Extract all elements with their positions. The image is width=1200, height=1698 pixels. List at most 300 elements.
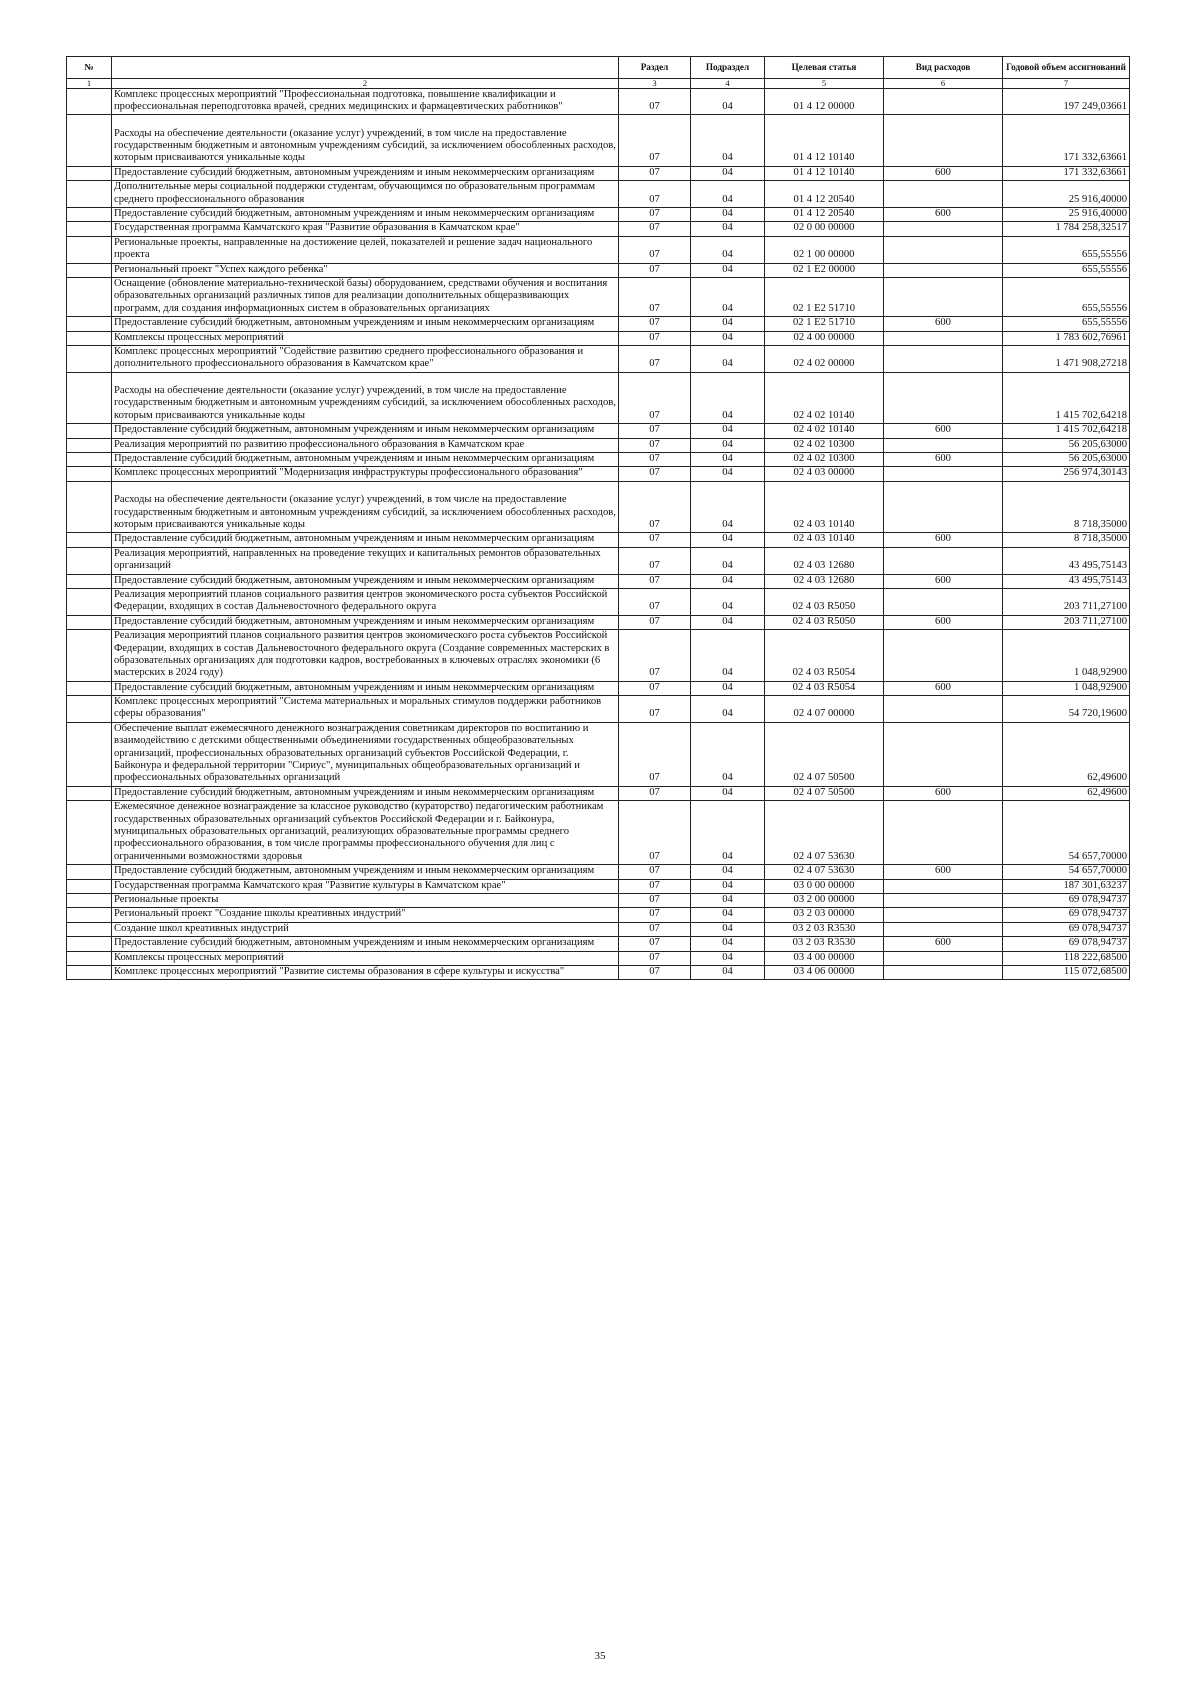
row-section-cell: 07 [619, 937, 691, 951]
row-section-cell: 07 [619, 222, 691, 236]
row-expense-cell: 600 [884, 865, 1003, 879]
table-row [67, 722, 1130, 786]
row-section-cell: 07 [619, 615, 691, 629]
row-number-cell [67, 438, 112, 452]
row-name-cell: Дополнительные меры социальной поддержки студентам, обучающимся по образовательным программам среднего профессионального образования [112, 181, 619, 208]
table-row [67, 208, 1130, 222]
row-expense-cell: 600 [884, 208, 1003, 222]
table-row [67, 181, 1130, 208]
table-row [67, 317, 1130, 331]
row-subsection-cell: 04 [691, 222, 765, 236]
row-amount-cell: 256 974,30143 [1003, 467, 1130, 481]
row-expense-cell [884, 115, 1003, 167]
column-number-row [67, 79, 1130, 89]
column-number: 1 [67, 79, 112, 89]
row-target-cell: 02 4 02 10300 [765, 453, 884, 467]
row-target-cell: 02 4 03 R5050 [765, 588, 884, 615]
row-expense-cell [884, 277, 1003, 316]
row-target-cell: 02 4 02 10300 [765, 438, 884, 452]
table-row [67, 236, 1130, 263]
table-row [67, 865, 1130, 879]
row-number-cell [67, 865, 112, 879]
row-amount-cell: 69 078,94737 [1003, 893, 1130, 907]
row-section-cell: 07 [619, 801, 691, 865]
row-target-cell: 01 4 12 00000 [765, 88, 884, 115]
row-name-cell: Комплекс процессных мероприятий "Система материальных и моральных стимулов поддержки работников сферы образования" [112, 696, 619, 723]
row-number-cell [67, 181, 112, 208]
row-section-cell: 07 [619, 965, 691, 979]
row-expense-cell: 600 [884, 317, 1003, 331]
row-amount-cell: 25 916,40000 [1003, 181, 1130, 208]
row-name-cell: Региональные проекты [112, 893, 619, 907]
row-subsection-cell: 04 [691, 481, 765, 533]
row-expense-cell [884, 951, 1003, 965]
row-amount-cell: 655,55556 [1003, 236, 1130, 263]
row-target-cell: 01 4 12 10140 [765, 115, 884, 167]
row-amount-cell: 655,55556 [1003, 263, 1130, 277]
row-subsection-cell: 04 [691, 453, 765, 467]
header-row [67, 57, 1130, 79]
row-name-cell: Предоставление субсидий бюджетным, автономным учреждениям и иным некоммерческим организациям [112, 453, 619, 467]
row-subsection-cell: 04 [691, 438, 765, 452]
row-section-cell: 07 [619, 588, 691, 615]
row-amount-cell: 69 078,94737 [1003, 908, 1130, 922]
table-row [67, 681, 1130, 695]
row-amount-cell: 171 332,63661 [1003, 166, 1130, 180]
table-row [67, 696, 1130, 723]
row-target-cell: 02 4 02 10140 [765, 424, 884, 438]
row-amount-cell: 655,55556 [1003, 317, 1130, 331]
row-name-cell: Расходы на обеспечение деятельности (оказание услуг) учреждений, в том числе на предоставление государственным бюджетным и автономным учреждениям субсидий, за исключением обособленных расходов, которым присваиваются уникальные коды [112, 481, 619, 533]
row-name-cell: Комплекс процессных мероприятий "Развитие системы образования в сфере культуры и искусства" [112, 965, 619, 979]
row-amount-cell: 8 718,35000 [1003, 481, 1130, 533]
row-subsection-cell: 04 [691, 681, 765, 695]
row-number-cell [67, 236, 112, 263]
row-expense-cell [884, 922, 1003, 936]
row-amount-cell: 171 332,63661 [1003, 115, 1130, 167]
row-subsection-cell: 04 [691, 277, 765, 316]
row-number-cell [67, 317, 112, 331]
row-target-cell: 02 4 03 R5050 [765, 615, 884, 629]
row-name-cell: Предоставление субсидий бюджетным, автономным учреждениям и иным некоммерческим организациям [112, 166, 619, 180]
row-name-cell: Предоставление субсидий бюджетным, автономным учреждениям и иным некоммерческим организациям [112, 681, 619, 695]
row-name-cell: Реализация мероприятий по развитию профессионального образования в Камчатском крае [112, 438, 619, 452]
row-expense-cell [884, 88, 1003, 115]
row-section-cell: 07 [619, 317, 691, 331]
row-target-cell: 03 2 03 R3530 [765, 922, 884, 936]
row-number-cell [67, 937, 112, 951]
column-number: 2 [112, 79, 619, 89]
row-name-cell: Комплекс процессных мероприятий "Профессиональная подготовка, повышение квалификации и профессиональная переподготовка врачей, средних медицинских и фармацевтических работников" [112, 88, 619, 115]
row-expense-cell [884, 893, 1003, 907]
row-target-cell: 02 4 03 12680 [765, 574, 884, 588]
row-section-cell: 07 [619, 166, 691, 180]
row-name-cell: Региональный проект "Создание школы креативных индустрий" [112, 908, 619, 922]
row-expense-cell [884, 438, 1003, 452]
table-row [67, 786, 1130, 800]
row-name-cell: Комплексы процессных мероприятий [112, 331, 619, 345]
row-expense-cell: 600 [884, 166, 1003, 180]
row-amount-cell: 1 415 702,64218 [1003, 424, 1130, 438]
row-subsection-cell: 04 [691, 208, 765, 222]
column-number: 4 [691, 79, 765, 89]
row-name-cell: Реализация мероприятий планов социального развития центров экономического роста субъектов Российской Федерации, входящих в состав Дальневосточного федерального округа [112, 588, 619, 615]
row-name-cell: Реализация мероприятий, направленных на проведение текущих и капитальных ремонтов образовательных организаций [112, 547, 619, 574]
budget-table [66, 56, 1130, 980]
column-number: 7 [1003, 79, 1130, 89]
row-name-cell: Предоставление субсидий бюджетным, автономным учреждениям и иным некоммерческим организациям [112, 317, 619, 331]
table-row [67, 438, 1130, 452]
row-expense-cell [884, 372, 1003, 424]
row-number-cell [67, 922, 112, 936]
row-expense-cell [884, 696, 1003, 723]
row-target-cell: 03 2 00 00000 [765, 893, 884, 907]
row-expense-cell [884, 908, 1003, 922]
table-row [67, 453, 1130, 467]
row-subsection-cell: 04 [691, 236, 765, 263]
row-target-cell: 03 4 00 00000 [765, 951, 884, 965]
row-amount-cell: 54 720,19600 [1003, 696, 1130, 723]
row-expense-cell: 600 [884, 615, 1003, 629]
row-number-cell [67, 88, 112, 115]
row-name-cell: Предоставление субсидий бюджетным, автономным учреждениям и иным некоммерческим организациям [112, 865, 619, 879]
row-name-cell: Предоставление субсидий бюджетным, автономным учреждениям и иным некоммерческим организациям [112, 424, 619, 438]
row-section-cell: 07 [619, 696, 691, 723]
row-section-cell: 07 [619, 951, 691, 965]
row-target-cell: 02 1 E2 00000 [765, 263, 884, 277]
row-target-cell: 02 0 00 00000 [765, 222, 884, 236]
row-expense-cell [884, 588, 1003, 615]
row-target-cell: 01 4 12 20540 [765, 181, 884, 208]
row-number-cell [67, 166, 112, 180]
column-number: 3 [619, 79, 691, 89]
table-row [67, 937, 1130, 951]
row-number-cell [67, 681, 112, 695]
table-row [67, 467, 1130, 481]
table-row [67, 951, 1130, 965]
row-subsection-cell: 04 [691, 88, 765, 115]
row-name-cell: Региональный проект "Успех каждого ребенка" [112, 263, 619, 277]
row-target-cell: 02 4 02 00000 [765, 345, 884, 372]
row-target-cell: 02 4 03 12680 [765, 547, 884, 574]
row-section-cell: 07 [619, 865, 691, 879]
row-section-cell: 07 [619, 722, 691, 786]
row-name-cell: Комплексы процессных мероприятий [112, 951, 619, 965]
row-section-cell: 07 [619, 533, 691, 547]
row-expense-cell [884, 331, 1003, 345]
row-amount-cell: 8 718,35000 [1003, 533, 1130, 547]
row-subsection-cell: 04 [691, 722, 765, 786]
row-amount-cell: 56 205,63000 [1003, 453, 1130, 467]
table-row [67, 893, 1130, 907]
row-section-cell: 07 [619, 908, 691, 922]
table-row [67, 88, 1130, 115]
row-target-cell: 02 4 03 R5054 [765, 681, 884, 695]
table-row [67, 965, 1130, 979]
row-amount-cell: 1 048,92900 [1003, 630, 1130, 682]
row-expense-cell [884, 722, 1003, 786]
column-number: 5 [765, 79, 884, 89]
row-subsection-cell: 04 [691, 879, 765, 893]
row-section-cell: 07 [619, 438, 691, 452]
row-number-cell [67, 547, 112, 574]
row-section-cell: 07 [619, 263, 691, 277]
row-target-cell: 02 4 03 00000 [765, 467, 884, 481]
row-name-cell: Предоставление субсидий бюджетным, автономным учреждениям и иным некоммерческим организациям [112, 937, 619, 951]
row-number-cell [67, 345, 112, 372]
header-subsection: Подраздел [691, 57, 765, 79]
row-section-cell: 07 [619, 467, 691, 481]
row-amount-cell: 118 222,68500 [1003, 951, 1130, 965]
row-amount-cell: 43 495,75143 [1003, 574, 1130, 588]
row-section-cell: 07 [619, 181, 691, 208]
row-target-cell: 03 4 06 00000 [765, 965, 884, 979]
row-section-cell: 07 [619, 893, 691, 907]
row-target-cell: 02 4 03 10140 [765, 533, 884, 547]
table-row [67, 331, 1130, 345]
row-amount-cell: 69 078,94737 [1003, 922, 1130, 936]
row-number-cell [67, 574, 112, 588]
row-expense-cell: 600 [884, 937, 1003, 951]
row-subsection-cell: 04 [691, 424, 765, 438]
row-number-cell [67, 263, 112, 277]
row-number-cell [67, 453, 112, 467]
row-subsection-cell: 04 [691, 615, 765, 629]
table-row [67, 588, 1130, 615]
row-subsection-cell: 04 [691, 115, 765, 167]
table-row [67, 547, 1130, 574]
row-number-cell [67, 222, 112, 236]
row-name-cell: Расходы на обеспечение деятельности (оказание услуг) учреждений, в том числе на предоставление государственным бюджетным и автономным учреждениям субсидий, за исключением обособленных расходов, которым присваиваются уникальные коды [112, 115, 619, 167]
row-name-cell: Ежемесячное денежное вознаграждение за классное руководство (кураторство) педагогическим работникам государственных образовательных организаций субъектов Российской Федерации и г. Байконура, муниципальных образовательных организаций, реализующих образовательные программы среднего профессионального образования, в том числе программы профессионального обучения для лиц с ограниченными возможностями здоровья [112, 801, 619, 865]
row-target-cell: 02 4 03 R5054 [765, 630, 884, 682]
table-row [67, 277, 1130, 316]
table-row [67, 615, 1130, 629]
header-target: Целевая статья [765, 57, 884, 79]
row-target-cell: 02 4 07 53630 [765, 801, 884, 865]
table-row [67, 922, 1130, 936]
row-section-cell: 07 [619, 236, 691, 263]
table-body [67, 88, 1130, 980]
row-section-cell: 07 [619, 115, 691, 167]
row-number-cell [67, 533, 112, 547]
row-name-cell: Оснащение (обновление материально-технической базы) оборудованием, средствами обучения и воспитания образовательных организаций различных типов для реализации дополнительных общеразвивающих программ, для создания информационных систем в образовательных организациях [112, 277, 619, 316]
row-amount-cell: 1 415 702,64218 [1003, 372, 1130, 424]
row-amount-cell: 203 711,27100 [1003, 588, 1130, 615]
row-expense-cell: 600 [884, 574, 1003, 588]
row-section-cell: 07 [619, 372, 691, 424]
row-subsection-cell: 04 [691, 965, 765, 979]
row-amount-cell: 655,55556 [1003, 277, 1130, 316]
row-number-cell [67, 424, 112, 438]
row-number-cell [67, 696, 112, 723]
row-subsection-cell: 04 [691, 547, 765, 574]
row-subsection-cell: 04 [691, 922, 765, 936]
row-expense-cell [884, 630, 1003, 682]
row-section-cell: 07 [619, 345, 691, 372]
row-amount-cell: 54 657,70000 [1003, 865, 1130, 879]
row-number-cell [67, 615, 112, 629]
row-subsection-cell: 04 [691, 263, 765, 277]
row-name-cell: Региональные проекты, направленные на достижение целей, показателей и решение задач национального проекта [112, 236, 619, 263]
table-row [67, 115, 1130, 167]
row-section-cell: 07 [619, 630, 691, 682]
row-expense-cell [884, 263, 1003, 277]
row-name-cell: Комплекс процессных мероприятий "Содействие развитию среднего профессионального образования и дополнительного профессионального образования в Камчатском крае" [112, 345, 619, 372]
row-amount-cell: 1 048,92900 [1003, 681, 1130, 695]
header-amount: Годовой объем ассигнований [1003, 57, 1130, 79]
row-expense-cell [884, 181, 1003, 208]
row-target-cell: 03 0 00 00000 [765, 879, 884, 893]
row-section-cell: 07 [619, 331, 691, 345]
table-row [67, 263, 1130, 277]
row-subsection-cell: 04 [691, 588, 765, 615]
row-amount-cell: 62,49600 [1003, 786, 1130, 800]
table-row [67, 630, 1130, 682]
row-section-cell: 07 [619, 879, 691, 893]
row-subsection-cell: 04 [691, 630, 765, 682]
row-number-cell [67, 331, 112, 345]
row-target-cell: 02 4 07 50500 [765, 722, 884, 786]
row-target-cell: 01 4 12 20540 [765, 208, 884, 222]
row-number-cell [67, 722, 112, 786]
row-number-cell [67, 951, 112, 965]
row-name-cell: Обеспечение выплат ежемесячного денежного вознаграждения советникам директоров по воспитанию и взаимодействию с детскими общественными объединениями государственных общеобразовательных организаций, профессиональных образовательных организаций субъектов Российской Федерации, г. Байконура и федеральной территории "Сириус", муниципальных общеобразовательных организаций и профессиональных образовательных организаций [112, 722, 619, 786]
row-expense-cell [884, 965, 1003, 979]
row-expense-cell [884, 481, 1003, 533]
row-expense-cell: 600 [884, 453, 1003, 467]
row-number-cell [67, 801, 112, 865]
row-target-cell: 02 4 07 53630 [765, 865, 884, 879]
row-target-cell: 01 4 12 10140 [765, 166, 884, 180]
row-target-cell: 02 4 03 10140 [765, 481, 884, 533]
table-row [67, 533, 1130, 547]
table-row [67, 372, 1130, 424]
row-section-cell: 07 [619, 786, 691, 800]
row-target-cell: 02 4 07 00000 [765, 696, 884, 723]
row-amount-cell: 25 916,40000 [1003, 208, 1130, 222]
row-amount-cell: 1 471 908,27218 [1003, 345, 1130, 372]
row-section-cell: 07 [619, 481, 691, 533]
row-name-cell: Реализация мероприятий планов социального развития центров экономического роста субъектов Российской Федерации, входящих в состав Дальневосточного федерального округа (Создание современных мастерских в образовательных организациях для подготовки кадров, востребованных в ключевых отраслях экономики (6 мастерских в 2024 году) [112, 630, 619, 682]
page-number: 35 [594, 1650, 606, 1662]
row-amount-cell: 187 301,63237 [1003, 879, 1130, 893]
row-number-cell [67, 879, 112, 893]
row-number-cell [67, 115, 112, 167]
row-subsection-cell: 04 [691, 801, 765, 865]
row-target-cell: 02 4 07 50500 [765, 786, 884, 800]
row-name-cell: Предоставление субсидий бюджетным, автономным учреждениям и иным некоммерческим организациям [112, 786, 619, 800]
table-row [67, 481, 1130, 533]
row-number-cell [67, 893, 112, 907]
row-number-cell [67, 908, 112, 922]
row-section-cell: 07 [619, 574, 691, 588]
row-subsection-cell: 04 [691, 345, 765, 372]
table-row [67, 879, 1130, 893]
row-number-cell [67, 588, 112, 615]
row-section-cell: 07 [619, 547, 691, 574]
row-expense-cell: 600 [884, 681, 1003, 695]
row-amount-cell: 54 657,70000 [1003, 801, 1130, 865]
row-target-cell: 03 2 03 00000 [765, 908, 884, 922]
row-amount-cell: 1 783 602,76961 [1003, 331, 1130, 345]
row-subsection-cell: 04 [691, 317, 765, 331]
row-target-cell: 02 4 00 00000 [765, 331, 884, 345]
table-row [67, 908, 1130, 922]
row-amount-cell: 69 078,94737 [1003, 937, 1130, 951]
row-expense-cell: 600 [884, 424, 1003, 438]
table-row [67, 345, 1130, 372]
row-name-cell: Предоставление субсидий бюджетным, автономным учреждениям и иным некоммерческим организациям [112, 533, 619, 547]
row-name-cell: Комплекс процессных мероприятий "Модернизация инфраструктуры профессионального образования" [112, 467, 619, 481]
row-target-cell: 02 4 02 10140 [765, 372, 884, 424]
row-amount-cell: 62,49600 [1003, 722, 1130, 786]
row-subsection-cell: 04 [691, 865, 765, 879]
row-number-cell [67, 481, 112, 533]
row-amount-cell: 203 711,27100 [1003, 615, 1130, 629]
row-number-cell [67, 965, 112, 979]
row-amount-cell: 197 249,03661 [1003, 88, 1130, 115]
header-section: Раздел [619, 57, 691, 79]
row-section-cell: 07 [619, 453, 691, 467]
row-subsection-cell: 04 [691, 893, 765, 907]
row-subsection-cell: 04 [691, 533, 765, 547]
table-row [67, 424, 1130, 438]
column-number: 6 [884, 79, 1003, 89]
row-section-cell: 07 [619, 208, 691, 222]
header-name [112, 57, 619, 79]
row-amount-cell: 56 205,63000 [1003, 438, 1130, 452]
row-expense-cell [884, 345, 1003, 372]
row-number-cell [67, 372, 112, 424]
row-target-cell: 02 1 E2 51710 [765, 317, 884, 331]
table-row [67, 801, 1130, 865]
row-target-cell: 02 1 00 00000 [765, 236, 884, 263]
row-name-cell: Государственная программа Камчатского края "Развитие образования в Камчатском крае" [112, 222, 619, 236]
row-section-cell: 07 [619, 681, 691, 695]
table-row [67, 222, 1130, 236]
row-name-cell: Создание школ креативных индустрий [112, 922, 619, 936]
row-subsection-cell: 04 [691, 331, 765, 345]
row-subsection-cell: 04 [691, 181, 765, 208]
row-name-cell: Расходы на обеспечение деятельности (оказание услуг) учреждений, в том числе на предоставление государственным бюджетным и автономным учреждениям субсидий, за исключением обособленных расходов, которым присваиваются уникальные коды [112, 372, 619, 424]
row-subsection-cell: 04 [691, 908, 765, 922]
row-expense-cell: 600 [884, 786, 1003, 800]
row-number-cell [67, 277, 112, 316]
row-target-cell: 02 1 E2 51710 [765, 277, 884, 316]
row-target-cell: 03 2 03 R3530 [765, 937, 884, 951]
row-number-cell [67, 208, 112, 222]
budget-table-sheet [66, 56, 1129, 980]
row-subsection-cell: 04 [691, 467, 765, 481]
row-subsection-cell: 04 [691, 166, 765, 180]
row-subsection-cell: 04 [691, 786, 765, 800]
row-name-cell: Предоставление субсидий бюджетным, автономным учреждениям и иным некоммерческим организациям [112, 615, 619, 629]
row-expense-cell [884, 879, 1003, 893]
row-expense-cell: 600 [884, 533, 1003, 547]
row-subsection-cell: 04 [691, 372, 765, 424]
row-expense-cell [884, 236, 1003, 263]
row-amount-cell: 1 784 258,32517 [1003, 222, 1130, 236]
row-section-cell: 07 [619, 88, 691, 115]
row-subsection-cell: 04 [691, 696, 765, 723]
row-section-cell: 07 [619, 424, 691, 438]
row-section-cell: 07 [619, 922, 691, 936]
table-row [67, 574, 1130, 588]
row-amount-cell: 115 072,68500 [1003, 965, 1130, 979]
row-name-cell: Предоставление субсидий бюджетным, автономным учреждениям и иным некоммерческим организациям [112, 574, 619, 588]
row-name-cell: Государственная программа Камчатского края "Развитие культуры в Камчатском крае" [112, 879, 619, 893]
